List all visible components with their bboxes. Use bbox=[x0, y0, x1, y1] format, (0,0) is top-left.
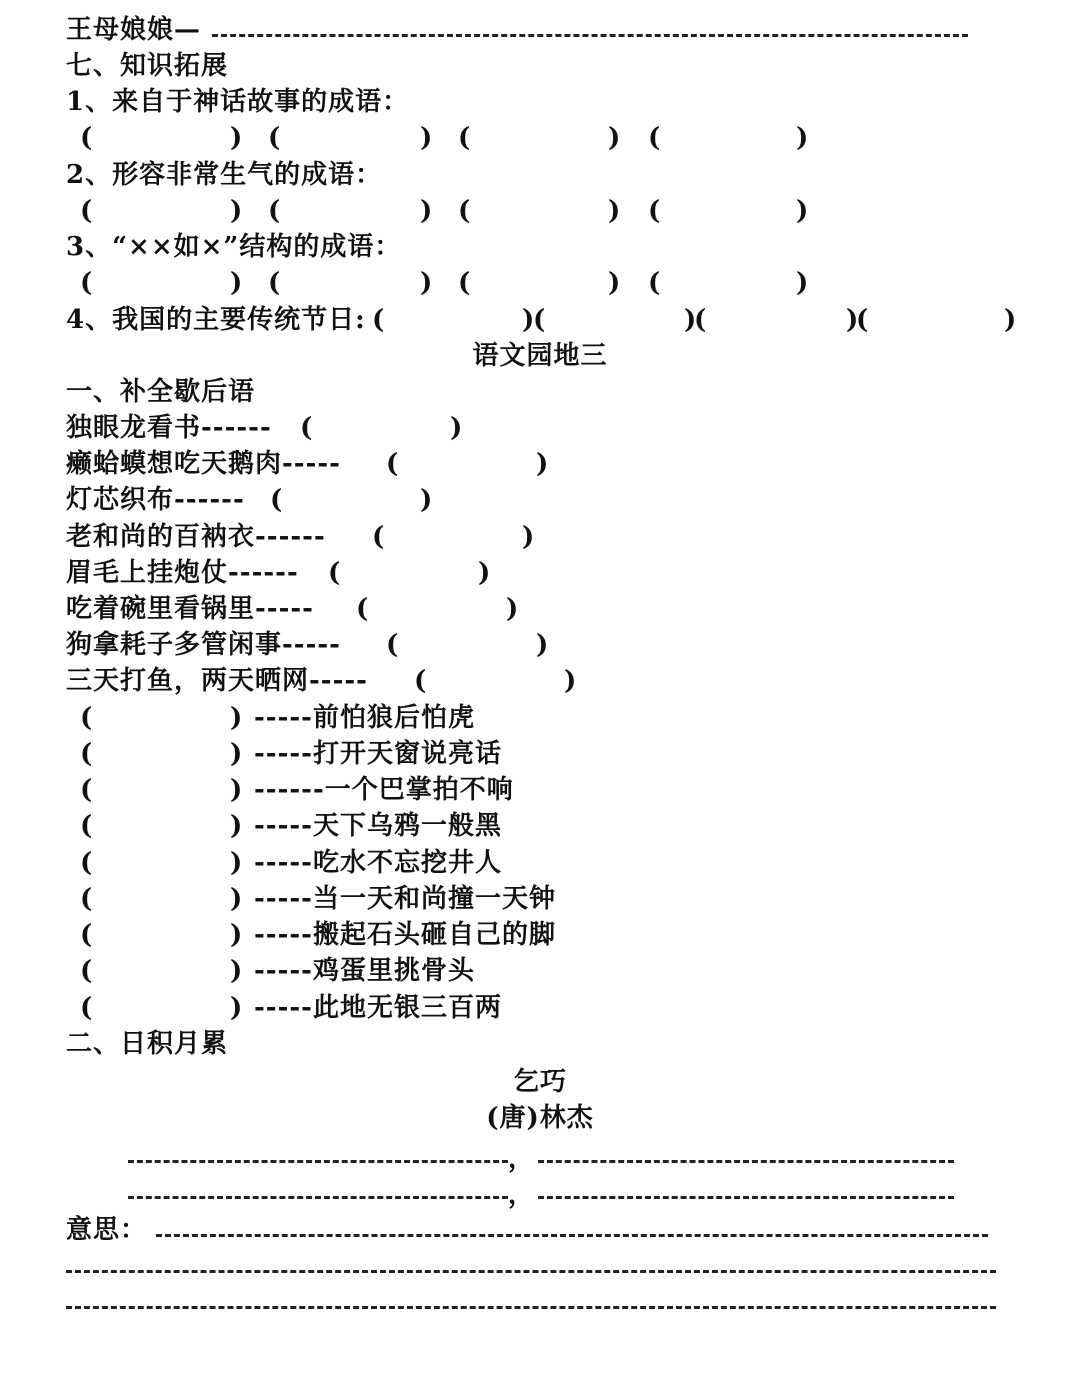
saying-r8: -----鸡蛋里挑骨头 bbox=[254, 956, 475, 986]
poem-line-1b[interactable] bbox=[538, 1160, 954, 1163]
close-paren: ) bbox=[230, 920, 243, 950]
close-paren: ) bbox=[420, 196, 433, 226]
q2-label: 2、形容非常生气的成语： bbox=[66, 160, 383, 190]
close-paren: ) bbox=[230, 956, 243, 986]
close-paren: ) bbox=[420, 268, 433, 298]
comma: ， bbox=[508, 1180, 535, 1210]
close-paren: ) bbox=[536, 449, 549, 479]
open-paren: ( bbox=[648, 196, 661, 226]
open-paren: ( bbox=[268, 196, 281, 226]
close-paren: ) bbox=[230, 993, 243, 1023]
open-paren: ( bbox=[458, 196, 471, 226]
close-paren: ) bbox=[230, 703, 243, 733]
comma: ， bbox=[508, 1144, 535, 1174]
open-paren: ( bbox=[356, 594, 369, 624]
open-paren: ( bbox=[268, 123, 281, 153]
garden3-title: 语文园地三 bbox=[472, 341, 608, 371]
close-paren: ) bbox=[230, 268, 243, 298]
saying-1: 独眼龙看书------ bbox=[66, 413, 272, 443]
close-paren: ) bbox=[796, 196, 809, 226]
close-paren: ) bbox=[522, 305, 535, 335]
saying-r2: -----打开天窗说亮话 bbox=[254, 739, 502, 769]
open-paren: ( bbox=[80, 268, 93, 298]
part2-heading: 二、日积月累 bbox=[66, 1029, 229, 1059]
close-paren: ) bbox=[230, 848, 243, 878]
saying-r7: -----搬起石头砸自己的脚 bbox=[254, 920, 556, 950]
part1-heading: 一、补全歇后语 bbox=[66, 377, 256, 407]
open-paren: ( bbox=[80, 739, 93, 769]
open-paren: ( bbox=[372, 305, 385, 335]
close-paren: ) bbox=[420, 123, 433, 153]
open-paren: ( bbox=[80, 703, 93, 733]
close-paren: ) bbox=[450, 413, 463, 443]
open-paren: ( bbox=[80, 848, 93, 878]
close-paren: ) bbox=[796, 268, 809, 298]
close-paren: ) bbox=[506, 594, 519, 624]
saying-6: 吃着碗里看锅里----- bbox=[66, 594, 314, 624]
open-paren: ( bbox=[856, 305, 869, 335]
close-paren: ) bbox=[846, 305, 859, 335]
close-paren: ) bbox=[608, 268, 621, 298]
open-paren: ( bbox=[300, 413, 313, 443]
poem-line-2a[interactable] bbox=[128, 1196, 508, 1199]
q3-label: 3、“××如×”结构的成语： bbox=[66, 232, 402, 262]
close-paren: ) bbox=[684, 305, 697, 335]
open-paren: ( bbox=[80, 811, 93, 841]
open-paren: ( bbox=[533, 305, 546, 335]
saying-r6: -----当一天和尚撞一天钟 bbox=[254, 884, 556, 914]
close-paren: ) bbox=[230, 775, 243, 805]
saying-r1: -----前怕狼后怕虎 bbox=[254, 703, 475, 733]
saying-4: 老和尚的百衲衣------ bbox=[66, 522, 326, 552]
close-paren: ) bbox=[478, 558, 491, 588]
section7-heading: 七、知识拓展 bbox=[66, 51, 229, 81]
meaning-line-2[interactable] bbox=[66, 1270, 996, 1273]
close-paren: ) bbox=[420, 485, 433, 515]
meaning-label: 意思： bbox=[66, 1215, 148, 1245]
close-paren: ) bbox=[230, 884, 243, 914]
wangmu-label: 王母娘娘— bbox=[66, 15, 202, 45]
open-paren: ( bbox=[80, 956, 93, 986]
open-paren: ( bbox=[80, 123, 93, 153]
open-paren: ( bbox=[648, 123, 661, 153]
open-paren: ( bbox=[268, 268, 281, 298]
open-paren: ( bbox=[328, 558, 341, 588]
open-paren: ( bbox=[386, 630, 399, 660]
poem-title: 乞巧 bbox=[512, 1067, 567, 1097]
close-paren: ) bbox=[608, 196, 621, 226]
saying-7: 狗拿耗子多管闲事----- bbox=[66, 630, 341, 660]
open-paren: ( bbox=[270, 485, 283, 515]
close-paren: ) bbox=[564, 666, 577, 696]
poem-author: (唐)林杰 bbox=[486, 1103, 594, 1133]
poem-line-1a[interactable] bbox=[128, 1160, 508, 1163]
close-paren: ) bbox=[608, 123, 621, 153]
saying-r9: -----此地无银三百两 bbox=[254, 993, 502, 1023]
open-paren: ( bbox=[80, 196, 93, 226]
open-paren: ( bbox=[458, 268, 471, 298]
close-paren: ) bbox=[536, 630, 549, 660]
open-paren: ( bbox=[414, 666, 427, 696]
open-paren: ( bbox=[386, 449, 399, 479]
open-paren: ( bbox=[80, 884, 93, 914]
q4-label: 4、我国的主要传统节日: bbox=[66, 305, 366, 335]
meaning-line-1[interactable] bbox=[156, 1234, 988, 1237]
saying-r4: -----天下乌鸦一般黑 bbox=[254, 811, 502, 841]
close-paren: ) bbox=[522, 522, 535, 552]
saying-5: 眉毛上挂炮仗------ bbox=[66, 558, 299, 588]
saying-8: 三天打鱼，两天晒网----- bbox=[66, 666, 368, 696]
wangmu-answer-line[interactable] bbox=[212, 34, 968, 37]
close-paren: ) bbox=[230, 739, 243, 769]
saying-r5: -----吃水不忘挖井人 bbox=[254, 848, 502, 878]
open-paren: ( bbox=[80, 920, 93, 950]
close-paren: ) bbox=[230, 196, 243, 226]
close-paren: ) bbox=[230, 811, 243, 841]
poem-line-2b[interactable] bbox=[538, 1196, 954, 1199]
saying-r3: ------一个巴掌拍不响 bbox=[254, 775, 514, 805]
open-paren: ( bbox=[372, 522, 385, 552]
open-paren: ( bbox=[694, 305, 707, 335]
close-paren: ) bbox=[230, 123, 243, 153]
close-paren: ) bbox=[796, 123, 809, 153]
open-paren: ( bbox=[458, 123, 471, 153]
open-paren: ( bbox=[80, 993, 93, 1023]
saying-2: 癞蛤蟆想吃天鹅肉----- bbox=[66, 449, 341, 479]
close-paren: ) bbox=[1004, 305, 1017, 335]
saying-3: 灯芯织布------ bbox=[66, 485, 245, 515]
open-paren: ( bbox=[648, 268, 661, 298]
open-paren: ( bbox=[80, 775, 93, 805]
meaning-line-3[interactable] bbox=[66, 1306, 996, 1309]
q1-label: 1、来自于神话故事的成语： bbox=[66, 87, 410, 117]
